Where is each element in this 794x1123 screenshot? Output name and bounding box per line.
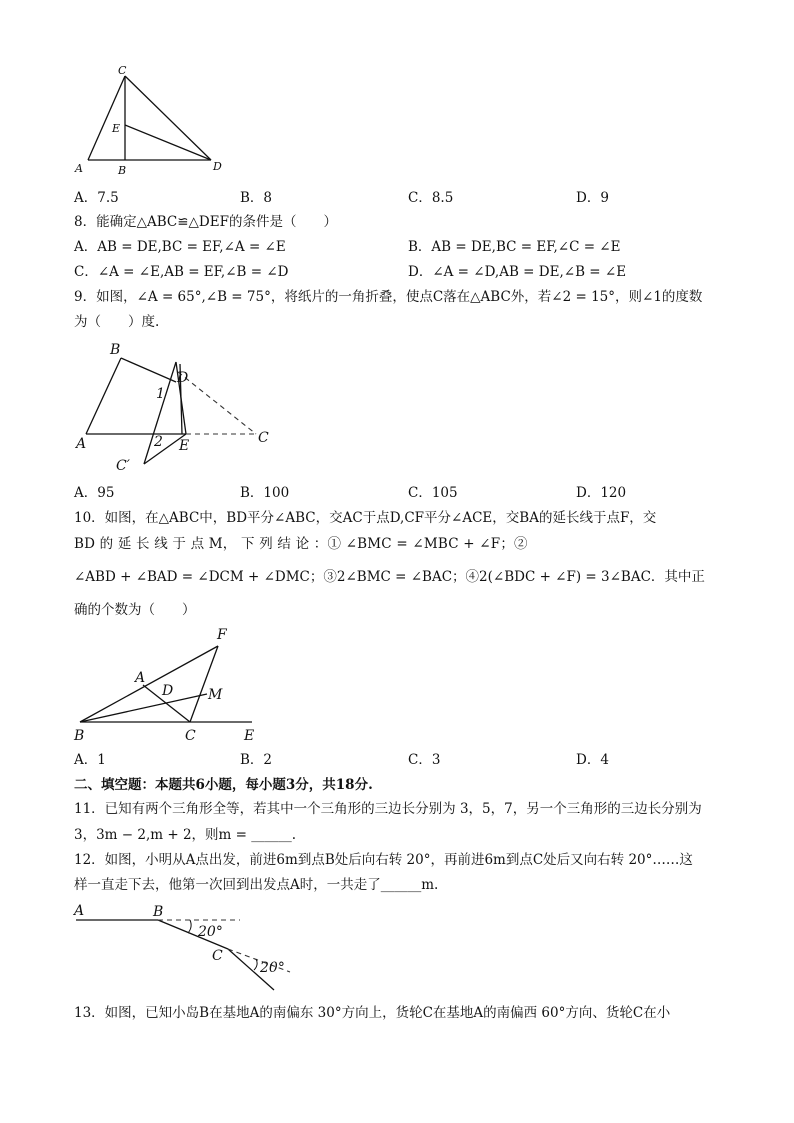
fig7-label-d: D bbox=[213, 160, 222, 173]
q10-line2: BD 的 延 长 线 于 点 M， 下 列 结 论 ：① ∠BMC = ∠MBC + ∠F；② bbox=[74, 536, 528, 552]
q8-option-d[interactable]: D．∠A = ∠D,AB = DE,∠B = ∠E bbox=[408, 264, 627, 280]
q8-option-a[interactable]: A．AB = DE,BC = EF,∠A = ∠E bbox=[74, 239, 286, 255]
fig7-label-b: B bbox=[118, 164, 127, 177]
q10-option-a[interactable]: A．1 bbox=[74, 752, 106, 768]
fig9-label-1: 1 bbox=[156, 386, 165, 402]
q10-line3: ∠ABD + ∠BAD = ∠DCM + ∠DMC；③2∠BMC = ∠BAC；④2(∠BDC + ∠F) = 3∠BAC．其中正 bbox=[74, 569, 705, 585]
q12-line1: 12．如图，小明从A点出发，前进6m到点B处后向右转 20°，再前进6m到点C处后又向右转 20°……这 bbox=[74, 852, 693, 868]
q11-line2: 3，3m − 2,m + 2，则m = ______. bbox=[74, 827, 297, 843]
q9-option-d[interactable]: D．120 bbox=[576, 485, 627, 501]
q10-option-b[interactable]: B．2 bbox=[240, 752, 273, 768]
fig7-label-c: C bbox=[118, 64, 127, 77]
q9-options bbox=[74, 483, 724, 503]
q8-stem: 8．能确定△ABC≌△DEF的条件是（ ） bbox=[74, 214, 337, 230]
fig12-label-a: A bbox=[74, 903, 85, 919]
fig10-label-b: B bbox=[74, 728, 85, 744]
fig7-label-e: E bbox=[112, 122, 121, 135]
fig12-label-b: B bbox=[153, 904, 164, 920]
q10-line1: 10．如图，在△ABC中，BD平分∠ABC，交AC于点D,CF平分∠ACE，交BA的延长线于点F，交 bbox=[74, 510, 657, 526]
q13-line1: 13．如图，已知小岛B在基地A的南偏东 30°方向上，货轮C在基地A的南偏西 60°方向、货轮C在小 bbox=[74, 1005, 671, 1021]
fig9-label-cprime: C′ bbox=[116, 458, 130, 474]
q7-options bbox=[74, 188, 724, 208]
q9-stem-line2: 为（ ）度. bbox=[74, 314, 160, 330]
figure-q9-fold bbox=[74, 336, 284, 481]
fig10-label-m: M bbox=[208, 687, 223, 703]
fig10-label-f: F bbox=[217, 627, 227, 643]
q9-option-b[interactable]: B．100 bbox=[240, 485, 290, 501]
figure-q12-path bbox=[74, 898, 304, 998]
q7-option-b[interactable]: B．8 bbox=[240, 190, 273, 206]
fig10-label-c: C bbox=[185, 728, 196, 744]
q10-line4: 确的个数为（ ） bbox=[74, 602, 196, 618]
fig10-label-d: D bbox=[162, 683, 174, 699]
q10-options bbox=[74, 750, 724, 770]
figure-q7-triangle bbox=[74, 62, 234, 180]
figure-q10-triangle bbox=[74, 624, 274, 746]
q7-option-d[interactable]: D．9 bbox=[576, 190, 609, 206]
fig9-label-d: D bbox=[177, 370, 189, 386]
q12-line2: 样一直走下去，他第一次回到出发点A时，一共走了______m. bbox=[74, 877, 439, 893]
fig10-label-a: A bbox=[135, 670, 146, 686]
section-2-title: 二、填空题：本题共6小题，每小题3分，共18分. bbox=[74, 777, 373, 793]
q7-option-a[interactable]: A．7.5 bbox=[74, 190, 119, 206]
fig12-angle-2: 20° bbox=[260, 960, 285, 976]
fig12-angle-1: 20° bbox=[198, 924, 223, 940]
q8-options-row1 bbox=[74, 237, 724, 257]
q10-option-c[interactable]: C．3 bbox=[408, 752, 441, 768]
q9-option-a[interactable]: A．95 bbox=[74, 485, 115, 501]
q8-option-b[interactable]: B．AB = DE,BC = EF,∠C = ∠E bbox=[408, 239, 621, 255]
q9-stem-line1: 9．如图，∠A = 65°,∠B = 75°，将纸片的一角折叠，使点C落在△ABC外，若∠2 = 15°，则∠1的度数 bbox=[74, 289, 703, 305]
fig12-label-c: C bbox=[212, 948, 223, 964]
fig7-label-a: A bbox=[75, 162, 83, 175]
q11-line1: 11．已知有两个三角形全等，若其中一个三角形的三边长分别为 3，5，7，另一个三角形的三边长分别为 bbox=[74, 801, 702, 817]
fig9-label-2: 2 bbox=[154, 434, 163, 450]
fig9-label-e: E bbox=[179, 438, 190, 454]
q9-option-c[interactable]: C．105 bbox=[408, 485, 458, 501]
q10-option-d[interactable]: D．4 bbox=[576, 752, 609, 768]
q8-options-row2 bbox=[74, 262, 724, 282]
q8-option-c[interactable]: C．∠A = ∠E,AB = EF,∠B = ∠D bbox=[74, 264, 289, 280]
fig10-label-e: E bbox=[244, 728, 255, 744]
fig9-label-c: C bbox=[258, 430, 269, 446]
q7-option-c[interactable]: C．8.5 bbox=[408, 190, 454, 206]
fig9-label-b: B bbox=[110, 342, 121, 358]
fig9-label-a: A bbox=[76, 436, 87, 452]
